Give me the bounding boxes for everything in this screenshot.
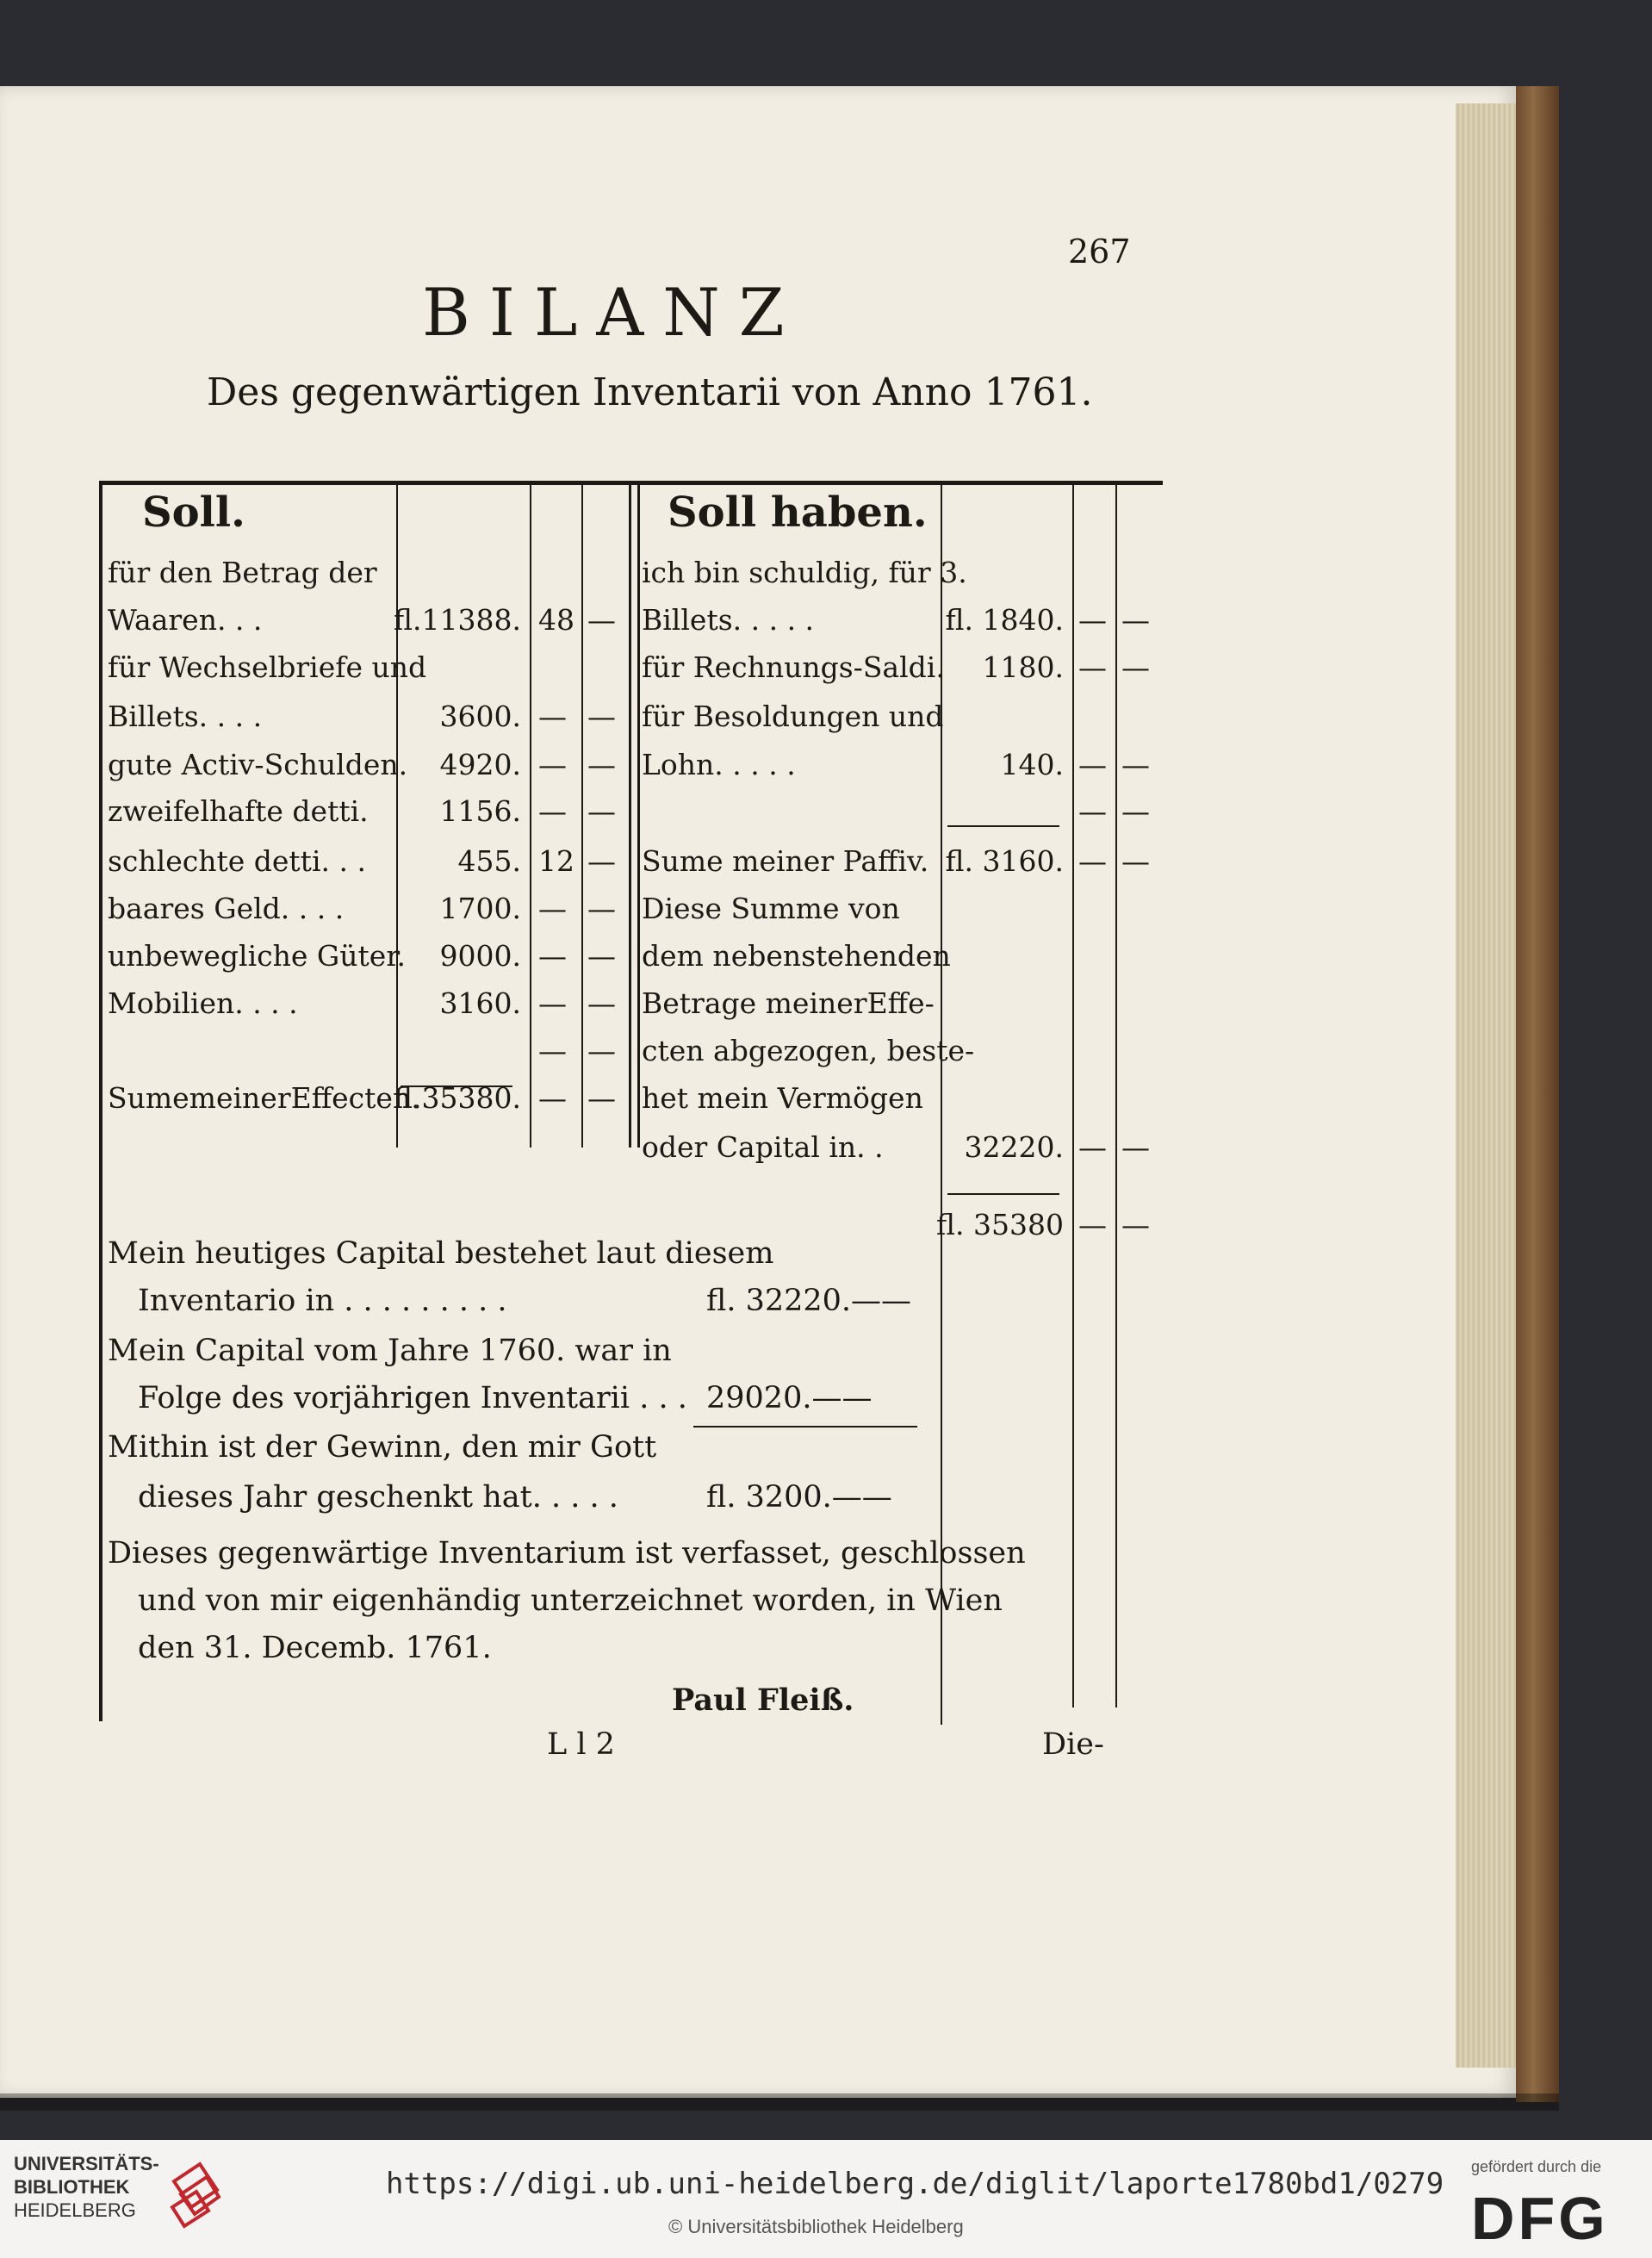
closing-line-3: den 31. Decemb. 1761.	[138, 1631, 492, 1665]
debit-denar: —	[587, 1081, 616, 1115]
credit-sum-rule	[947, 825, 1059, 827]
debit-amount: fl.35380.	[394, 1081, 521, 1115]
credit-kreuzer: —	[1078, 603, 1107, 637]
debit-denar: —	[587, 700, 616, 733]
debit-heading: Soll.	[142, 488, 245, 537]
debit-kreuzer: —	[538, 1081, 567, 1115]
debit-denar: —	[587, 939, 616, 973]
debit-amount: 455.	[457, 844, 521, 878]
library-name[interactable]	[14, 2152, 159, 2222]
library-name-line-2: BIBLIOTHEK	[14, 2176, 130, 2198]
debit-amount: 1700.	[439, 892, 521, 925]
debit-denar: —	[587, 794, 616, 828]
debit-label: schlechte detti. . .	[108, 844, 366, 878]
credit-amount: 32220.	[964, 1130, 1064, 1164]
debit-kreuzer: —	[538, 986, 567, 1020]
credit-d-col-rule	[1115, 484, 1117, 1707]
debit-label: unbewegliche Güter.	[108, 939, 406, 973]
credit-heading: Soll haben.	[668, 488, 928, 537]
credit-amount: fl. 1840.	[945, 603, 1064, 637]
page-title: BILANZ	[422, 274, 804, 351]
summary-text: Mein heutiges Capital bestehet laut diesem	[108, 1236, 774, 1271]
credit-label: Billets. . . . .	[642, 603, 815, 637]
debit-d-col-rule	[581, 484, 583, 1148]
credit-label: het mein Vermögen	[642, 1081, 923, 1115]
debit-label: zweifelhafte detti.	[108, 794, 369, 828]
credit-label: für Besoldungen und	[642, 700, 944, 733]
credit-amount: 140.	[1000, 748, 1064, 781]
credit-kreuzer: —	[1078, 748, 1107, 781]
library-name-line-3: HEIDELBERG	[14, 2199, 136, 2221]
library-name-line-1: UNIVERSITÄTS-	[14, 2153, 159, 2174]
summary-text: Mein Capital vom Jahre 1760. war in	[108, 1334, 672, 1368]
debit-label: gute Activ-Schulden.	[108, 748, 408, 781]
credit-label: Betrage meinerEffe-	[642, 986, 935, 1020]
library-logo-icon[interactable]	[165, 2155, 226, 2233]
credit-kr-col-rule	[1072, 484, 1074, 1707]
debit-denar: —	[587, 603, 616, 637]
credit-kreuzer: —	[1078, 794, 1107, 828]
credit-label: für Rechnungs-Saldi.	[642, 650, 945, 684]
credit-amount: fl. 3160.	[945, 844, 1064, 878]
catchword-next: Die-	[1042, 1727, 1104, 1762]
credit-denar: —	[1121, 603, 1150, 637]
debit-amount: 1156.	[439, 794, 521, 828]
credit-label: ich bin schuldig, für 3.	[642, 556, 967, 589]
credit-label: Sume meiner Paffiv.	[642, 844, 929, 878]
closing-line-1: Dieses gegenwärtige Inventarium ist verfasset, geschlossen	[108, 1536, 1026, 1571]
credit-denar: —	[1121, 844, 1150, 878]
credit-kreuzer: —	[1078, 1208, 1107, 1241]
debit-label: Waaren. . .	[108, 603, 263, 637]
credit-denar: —	[1121, 748, 1150, 781]
center-double-rule-a	[629, 484, 631, 1148]
credit-label: oder Capital in. .	[642, 1130, 884, 1164]
debit-kreuzer: —	[538, 892, 567, 925]
page-number: 267	[1068, 233, 1131, 271]
funder-label: gefördert durch die	[1471, 2158, 1602, 2175]
debit-kreuzer: —	[538, 794, 567, 828]
debit-kreuzer: —	[538, 700, 567, 733]
page-shadow	[0, 2093, 1559, 2111]
capital-sum-rule	[947, 1193, 1059, 1195]
debit-kreuzer: —	[538, 939, 567, 973]
credit-label: cten abgezogen, beste-	[642, 1034, 975, 1067]
copyright-notice: © Universitätsbibliothek Heidelberg	[668, 2216, 964, 2237]
summary-text: Folge des vorjährigen Inventarii . . .	[138, 1381, 687, 1415]
summary-text: dieses Jahr geschenkt hat. . . . .	[138, 1480, 618, 1515]
debit-kreuzer: —	[538, 1034, 567, 1067]
debit-label: für den Betrag der	[108, 556, 377, 589]
credit-denar: —	[1121, 794, 1150, 828]
debit-label: baares Geld. . . .	[108, 892, 345, 925]
debit-amount: 9000.	[439, 939, 521, 973]
credit-label: Lohn. . . . .	[642, 748, 796, 781]
catchword-signature: L l 2	[547, 1727, 615, 1762]
summary-value: fl. 32220.——	[706, 1284, 912, 1318]
credit-kreuzer: —	[1078, 1130, 1107, 1164]
debit-denar: —	[587, 844, 616, 878]
credit-label: dem nebenstehenden	[642, 939, 951, 973]
permalink-url[interactable]: https://digi.ub.uni-heidelberg.de/diglit/laporte1780bd1/0279	[386, 2167, 1444, 2201]
dfg-logo[interactable]: DFG	[1471, 2185, 1609, 2252]
debit-kreuzer: 48	[538, 603, 574, 637]
debit-denar: —	[587, 1034, 616, 1067]
summary-sum-rule	[693, 1426, 917, 1428]
credit-label: Diese Summe von	[642, 892, 900, 925]
book-cover	[1516, 86, 1559, 2102]
credit-denar: —	[1121, 650, 1150, 684]
debit-amount: 4920.	[439, 748, 521, 781]
debit-kr-col-rule	[530, 484, 531, 1148]
signature: Paul Fleiß.	[672, 1683, 854, 1718]
page-subtitle: Des gegenwärtigen Inventarii von Anno 1761.	[207, 370, 1093, 414]
debit-label: SumemeinerEffecten.	[108, 1081, 420, 1115]
debit-kreuzer: —	[538, 748, 567, 781]
closing-line-2: und von mir eigenhändig unterzeichnet worden, in Wien	[138, 1583, 1003, 1618]
summary-value: 29020.——	[706, 1381, 873, 1415]
summary-text: Inventario in . . . . . . . . .	[138, 1284, 507, 1318]
page-edges	[1456, 103, 1516, 2068]
credit-amount: fl. 35380	[936, 1208, 1064, 1241]
credit-kreuzer: —	[1078, 650, 1107, 684]
credit-denar: —	[1121, 1208, 1150, 1241]
debit-denar: —	[587, 748, 616, 781]
credit-amount: 1180.	[982, 650, 1064, 684]
ledger-left-rule	[99, 481, 102, 1721]
debit-denar: —	[587, 892, 616, 925]
debit-denar: —	[587, 986, 616, 1020]
debit-label: Mobilien. . . .	[108, 986, 298, 1020]
debit-amount: fl.11388.	[394, 603, 521, 637]
summary-value: fl. 3200.——	[706, 1480, 892, 1515]
debit-label: Billets. . . .	[108, 700, 263, 733]
credit-denar: —	[1121, 1130, 1150, 1164]
debit-amount: 3600.	[439, 700, 521, 733]
credit-kreuzer: —	[1078, 844, 1107, 878]
summary-text: Mithin ist der Gewinn, den mir Gott	[108, 1430, 657, 1465]
debit-label: für Wechselbriefe und	[108, 650, 427, 684]
center-double-rule-b	[637, 484, 640, 1148]
debit-kreuzer: 12	[538, 844, 574, 878]
debit-amount: 3160.	[439, 986, 521, 1020]
